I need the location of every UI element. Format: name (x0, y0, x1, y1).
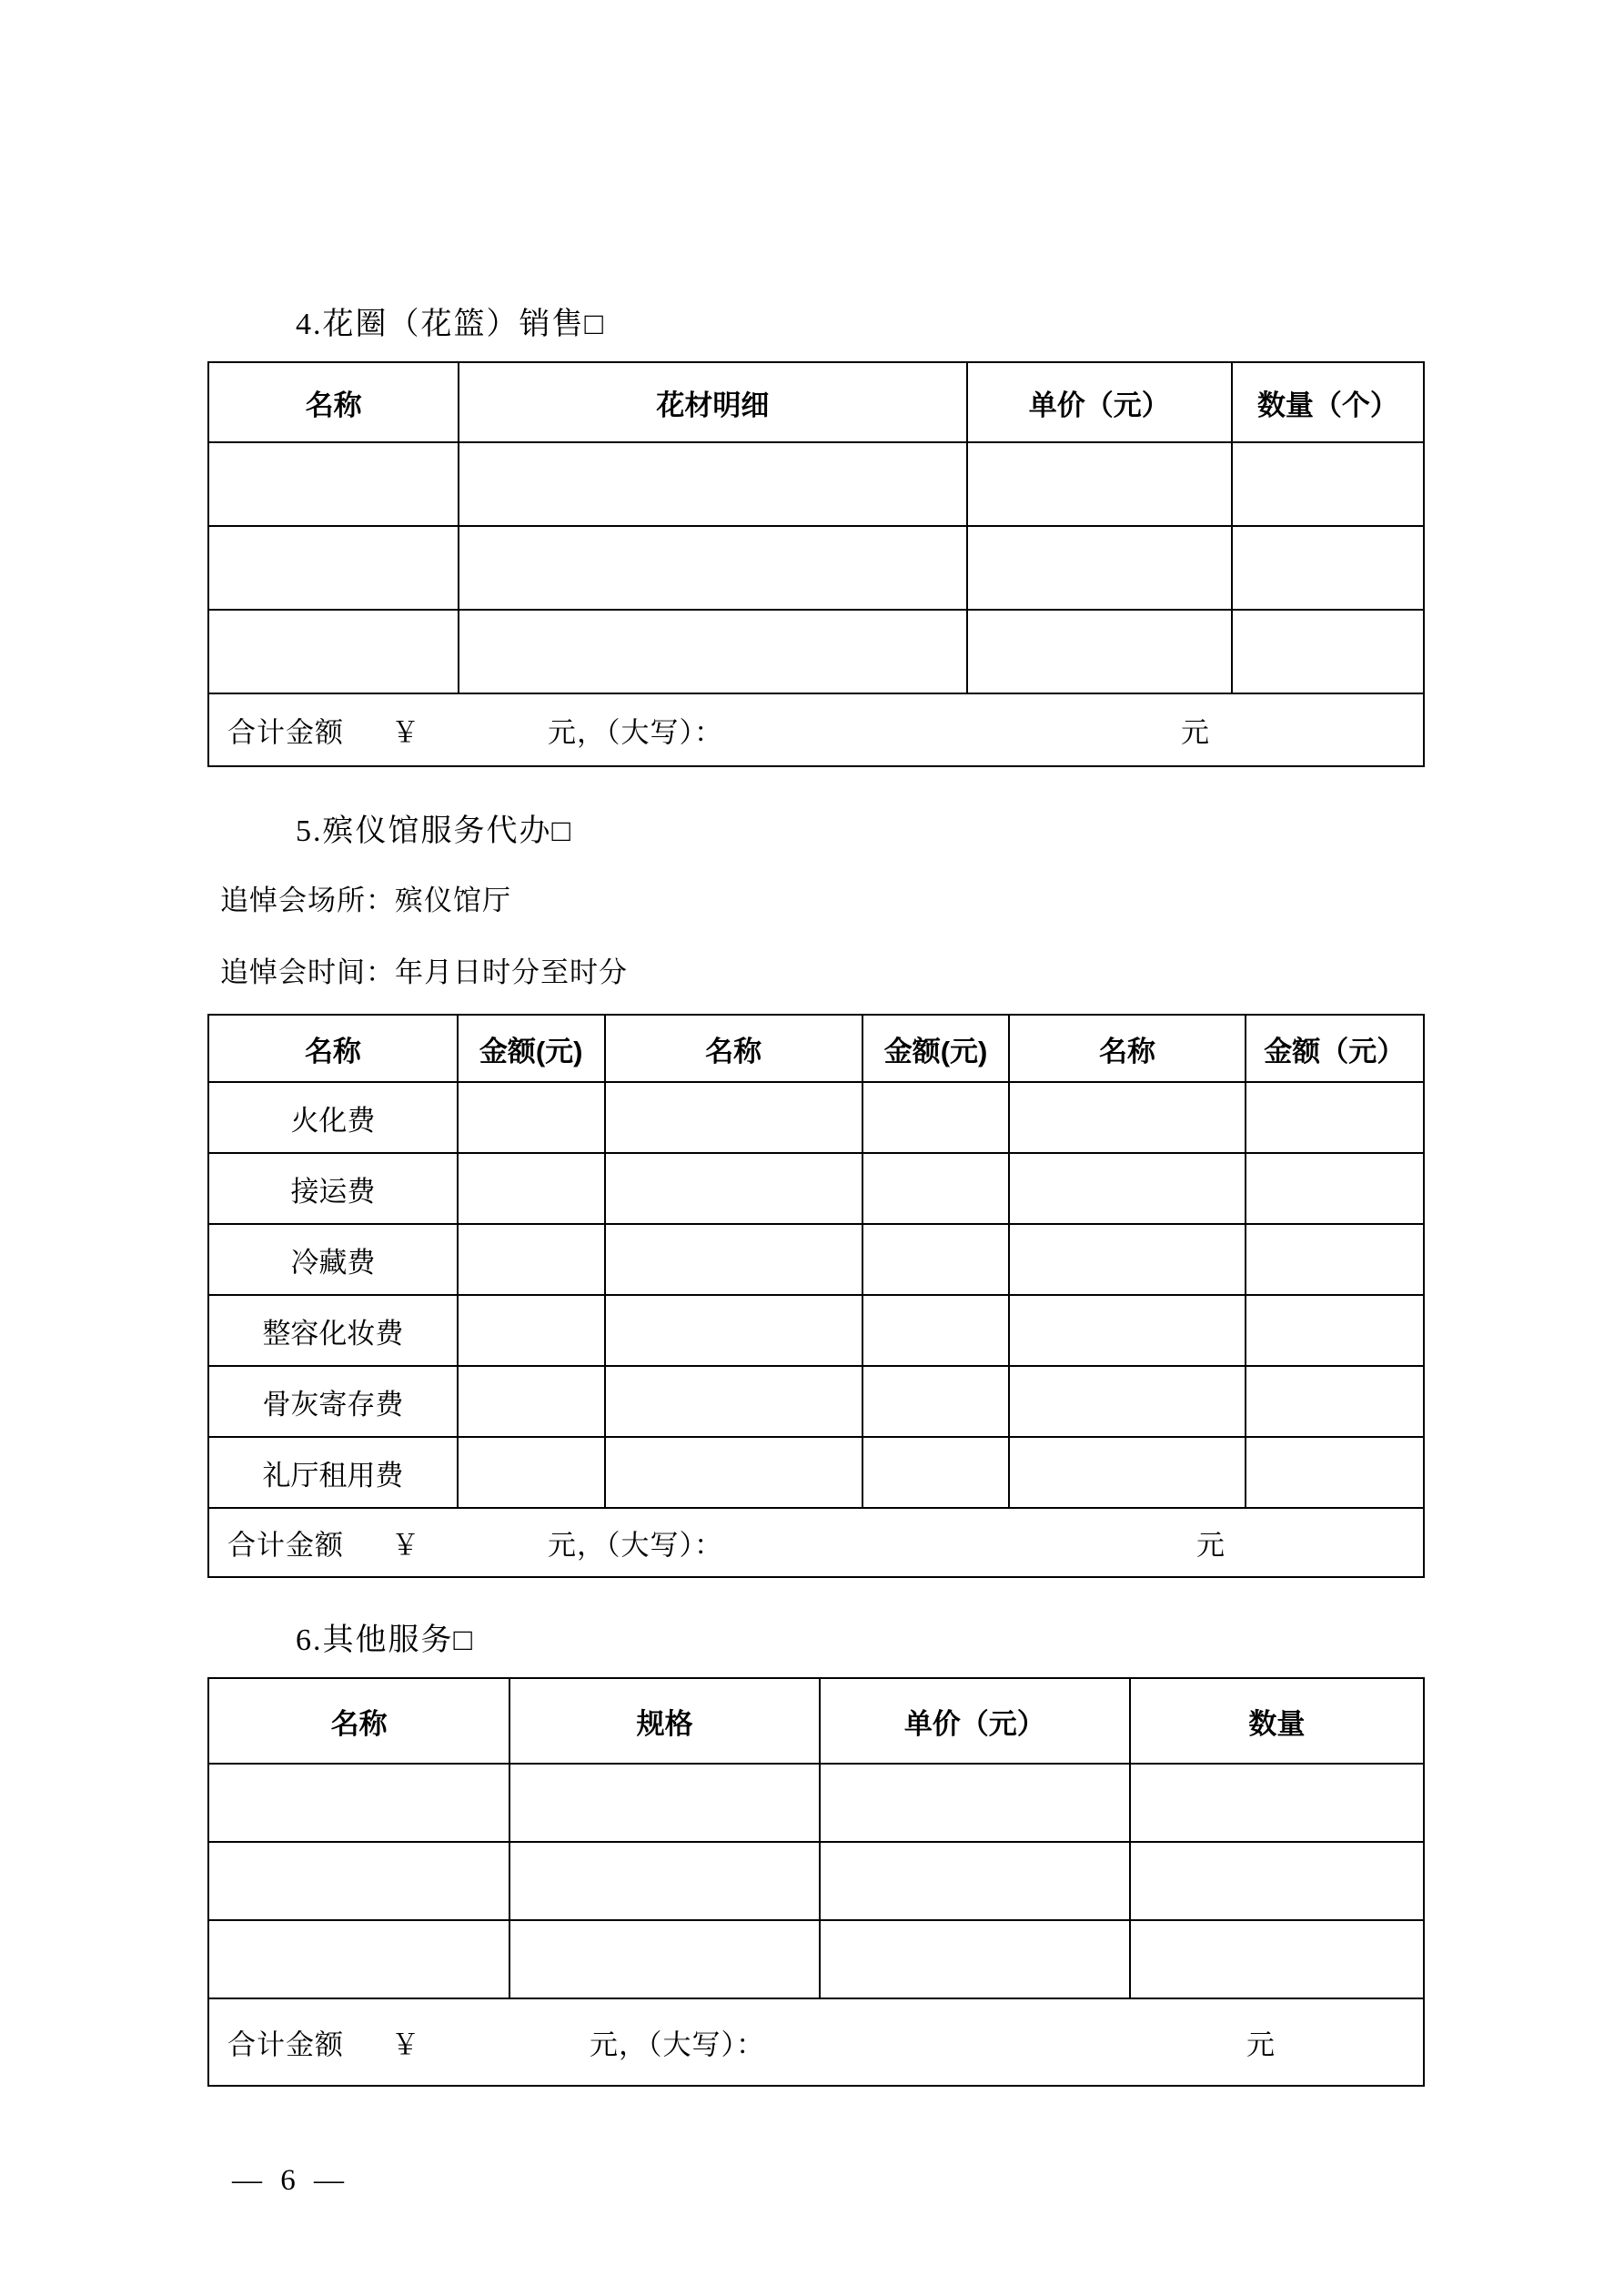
total-cell (208, 1508, 1424, 1577)
total-unit: 元 (1181, 716, 1210, 749)
empty-cell (1246, 1082, 1424, 1153)
total-mid-text: 元，（大写）： (548, 716, 723, 749)
empty-cell (208, 1920, 509, 1998)
empty-cell (862, 1437, 1010, 1508)
empty-cell (605, 1366, 862, 1437)
total-row (208, 1508, 1424, 1577)
empty-cell (1232, 442, 1424, 526)
empty-cell (967, 526, 1232, 610)
table-header-row (208, 362, 1424, 442)
table-row (208, 1842, 1424, 1920)
empty-cell (605, 1224, 862, 1295)
table-row (208, 1437, 1424, 1508)
table-header-row (208, 1678, 1424, 1764)
table-header-row (208, 1015, 1424, 1082)
empty-cell (1009, 1153, 1245, 1224)
col-header-name: 名称 (208, 362, 459, 442)
empty-cell (1009, 1437, 1245, 1508)
empty-cell (1246, 1224, 1424, 1295)
empty-cell (459, 442, 966, 526)
table-row (208, 442, 1424, 526)
other-services-table (207, 1677, 1425, 2087)
section-6-title: 6.其他服务□ (296, 1623, 475, 1657)
empty-cell (820, 1764, 1130, 1842)
col-header-quantity: 数量（个） (1232, 362, 1424, 442)
empty-cell (208, 1842, 509, 1920)
funeral-home-services-table (207, 1014, 1425, 1578)
empty-cell (509, 1842, 820, 1920)
empty-cell (1009, 1366, 1245, 1437)
col-header-spec: 规格 (509, 1678, 820, 1764)
empty-cell (967, 610, 1232, 693)
empty-cell (459, 610, 966, 693)
empty-cell (862, 1224, 1010, 1295)
empty-cell (862, 1082, 1010, 1153)
total-row (208, 693, 1424, 766)
empty-cell (458, 1295, 605, 1366)
empty-cell (1232, 610, 1424, 693)
currency-symbol: ￥ (391, 1529, 420, 1562)
empty-cell (459, 526, 966, 610)
empty-cell (1009, 1224, 1245, 1295)
col-header-name: 名称 (1009, 1015, 1245, 1082)
empty-cell (1246, 1437, 1424, 1508)
fee-label-makeup: 整容化妆费 (208, 1295, 458, 1366)
empty-cell (208, 1764, 509, 1842)
empty-cell (509, 1920, 820, 1998)
col-header-unit-price: 单价（元） (967, 362, 1232, 442)
fee-label-ash-storage: 骨灰寄存费 (208, 1366, 458, 1437)
empty-cell (1246, 1366, 1424, 1437)
empty-cell (862, 1153, 1010, 1224)
section-4-title: 4.花圈（花篮）销售□ (296, 308, 606, 341)
empty-cell (458, 1224, 605, 1295)
section-5-title: 5.殡仪馆服务代办□ (296, 814, 573, 848)
total-unit: 元 (1196, 1529, 1226, 1562)
empty-cell (208, 610, 459, 693)
total-label: 合计金额 (227, 1529, 344, 1562)
table-row (208, 1153, 1424, 1224)
col-header-amount: 金额(元) (862, 1015, 1010, 1082)
empty-cell (605, 1295, 862, 1366)
empty-cell (1130, 1842, 1424, 1920)
total-label: 合计金额 (227, 2028, 344, 2061)
col-header-name: 名称 (605, 1015, 862, 1082)
col-header-name: 名称 (208, 1678, 509, 1764)
empty-cell (605, 1082, 862, 1153)
col-header-name: 名称 (208, 1015, 458, 1082)
empty-cell (1009, 1295, 1245, 1366)
fee-label-cremation: 火化费 (208, 1082, 458, 1153)
col-header-amount: 金额（元） (1246, 1015, 1424, 1082)
col-header-quantity: 数量 (1130, 1678, 1424, 1764)
empty-cell (458, 1153, 605, 1224)
empty-cell (1246, 1153, 1424, 1224)
total-mid-text: 元，（大写）： (590, 2028, 765, 2061)
empty-cell (1246, 1295, 1424, 1366)
table-row (208, 526, 1424, 610)
col-header-flower-detail: 花材明细 (459, 362, 966, 442)
table-row (208, 1920, 1424, 1998)
table-row (208, 1295, 1424, 1366)
fee-label-transport: 接运费 (208, 1153, 458, 1224)
table-row (208, 610, 1424, 693)
memorial-venue-line: 追悼会场所：殡仪馆厅 (220, 885, 511, 916)
empty-cell (1130, 1764, 1424, 1842)
empty-cell (1232, 526, 1424, 610)
page-number: — 6 — (232, 2164, 349, 2197)
flower-sales-table (207, 361, 1425, 767)
empty-cell (208, 442, 459, 526)
table-row (208, 1082, 1424, 1153)
total-cell (208, 1998, 1424, 2086)
empty-cell (509, 1764, 820, 1842)
total-mid-text: 元，（大写）： (548, 1529, 723, 1562)
col-header-unit-price: 单价（元） (820, 1678, 1130, 1764)
table-row (208, 1366, 1424, 1437)
currency-symbol: ￥ (391, 716, 420, 749)
empty-cell (458, 1437, 605, 1508)
memorial-time-line: 追悼会时间：年月日时分至时分 (220, 956, 628, 988)
table-row (208, 1224, 1424, 1295)
empty-cell (1130, 1920, 1424, 1998)
currency-symbol: ￥ (391, 2028, 420, 2061)
fee-label-refrigeration: 冷藏费 (208, 1224, 458, 1295)
empty-cell (820, 1920, 1130, 1998)
col-header-amount: 金额(元) (458, 1015, 605, 1082)
total-unit: 元 (1246, 2028, 1276, 2061)
fee-label-hall-rental: 礼厅租用费 (208, 1437, 458, 1508)
empty-cell (605, 1153, 862, 1224)
table-row (208, 1764, 1424, 1842)
total-label: 合计金额 (227, 716, 344, 749)
total-cell (208, 693, 1424, 766)
empty-cell (967, 442, 1232, 526)
empty-cell (458, 1082, 605, 1153)
empty-cell (458, 1366, 605, 1437)
empty-cell (208, 526, 459, 610)
empty-cell (820, 1842, 1130, 1920)
empty-cell (1009, 1082, 1245, 1153)
total-row (208, 1998, 1424, 2086)
empty-cell (862, 1366, 1010, 1437)
empty-cell (862, 1295, 1010, 1366)
empty-cell (605, 1437, 862, 1508)
